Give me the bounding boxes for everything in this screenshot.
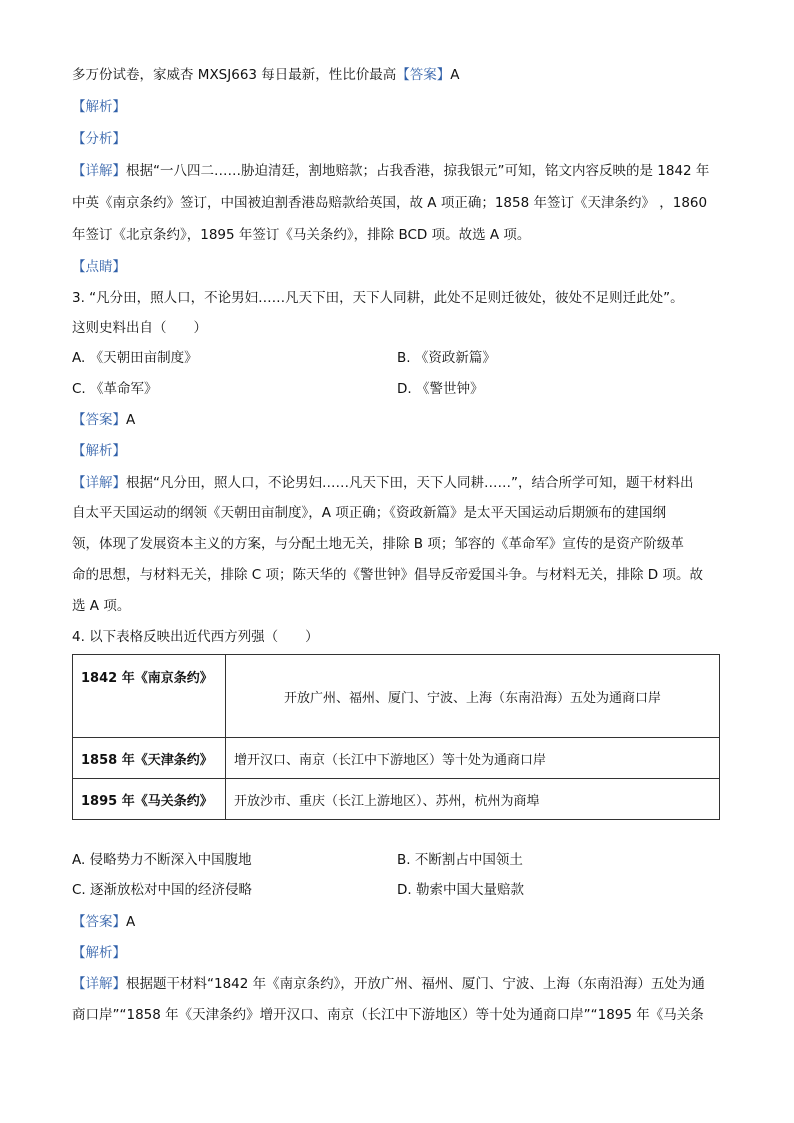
q3-option-d: D. 《警世钟》: [397, 381, 484, 397]
content-cell: 开放沙市、重庆（长江上游地区）、苏州，杭州为商埠: [226, 779, 720, 820]
q3-option-b: B. 《资政新篇》: [397, 350, 496, 366]
q4-option-b: B. 不断割占中国领土: [397, 852, 523, 868]
detail-tag: 【详解】: [72, 976, 126, 992]
answer-value: A: [126, 412, 136, 428]
detail-tag: 【详解】: [72, 163, 126, 179]
q4-option-c: C. 逐渐放松对中国的经济侵略: [72, 882, 253, 898]
question-3-stem: 这则史料出自（ ）: [72, 320, 207, 336]
q4-answer-line: [72, 913, 722, 931]
dianjing-heading: 【点睛】: [72, 259, 126, 275]
detail-text: 根据“凡分田，照人口，不论男妇……凡天下田，天下人同耕……”，结合所学可知，题干材料出: [126, 475, 694, 491]
detail-line: 商口岸”“1858 年《天津条约》增开汉口、南京（长江中下游地区）等十处为通商口岸”“1895 年《马关条: [72, 1007, 704, 1023]
detail-line: [72, 975, 722, 993]
table-row: [73, 655, 720, 738]
detail-text: 根据“一八四二……胁迫清廷，割地赔款；占我香港，掠我银元”可知，铭文内容反映的是 1842 年: [126, 163, 710, 179]
table-row: [73, 779, 720, 820]
detail-tag: 【详解】: [72, 475, 126, 491]
q3-answer-line: [72, 411, 722, 429]
detail-line: 选 A 项。: [72, 598, 131, 614]
q4-option-d: D. 勒索中国大量赔款: [397, 882, 524, 898]
treaty-table: [72, 654, 720, 820]
q4-option-a: A. 侵略势力不断深入中国腹地: [72, 852, 252, 868]
watermark-text: 多万份试卷，家威杏 MXSJ663 每日最新，性比价最高: [72, 67, 397, 83]
detail-text: 根据题干材料“1842 年《南京条约》，开放广州、福州、厦门、宁波、上海（东南沿海）五处为通: [126, 976, 705, 992]
answer-tag: 【答案】: [72, 412, 126, 428]
content-cell: 增开汉口、南京（长江中下游地区）等十处为通商口岸: [226, 738, 720, 779]
detail-line: [72, 162, 722, 180]
analysis-heading: 【解析】: [72, 99, 126, 115]
q3-option-a: A. 《天朝田亩制度》: [72, 350, 198, 366]
answer-tag: 【答案】: [72, 914, 126, 930]
treaty-cell: 1895 年《马关条约》: [73, 779, 226, 820]
answer-line-q2: [72, 66, 722, 84]
treaty-cell: 1842 年《南京条约》: [73, 655, 226, 738]
q3-option-c: C. 《革命军》: [72, 381, 158, 397]
answer-value: A: [126, 914, 136, 930]
question-3-stem: 3. “凡分田，照人口，不论男妇……凡天下田，天下人同耕，此处不足则迁彼处，彼处不足则迁此处”。: [72, 290, 684, 306]
question-4-stem: 4. 以下表格反映出近代西方列强（ ）: [72, 629, 319, 645]
answer-tag: 【答案】: [396, 67, 451, 83]
detail-line: 年签订《北京条约》，1895 年签订《马关条约》，排除 BCD 项。故选 A 项。: [72, 227, 531, 243]
treaty-cell: 1858 年《天津条约》: [73, 738, 226, 779]
answer-value: A: [450, 67, 460, 83]
analysis-heading: 【解析】: [72, 945, 126, 961]
detail-line: 命的思想，与材料无关，排除 C 项；陈天华的《警世钟》倡导反帝爱国斗争。与材料无关，排除 D 项。故: [72, 567, 703, 583]
detail-line: 自太平天国运动的纲领《天朝田亩制度》，A 项正确；《资政新篇》是太平天国运动后期颁布的建国纲: [72, 505, 667, 521]
detail-line: 领，体现了发展资本主义的方案，与分配土地无关，排除 B 项；邹容的《革命军》宣传的是资产阶级革: [72, 536, 684, 552]
content-cell: 开放广州、福州、厦门、宁波、上海（东南沿海）五处为通商口岸: [226, 655, 720, 738]
fenxi-heading: 【分析】: [72, 131, 126, 147]
detail-line: [72, 474, 722, 492]
analysis-heading: 【解析】: [72, 443, 126, 459]
table-row: [73, 738, 720, 779]
detail-line: 中英《南京条约》签订，中国被迫割香港岛赔款给英国，故 A 项正确；1858 年签订《天津条约》 ，1860: [72, 195, 708, 211]
